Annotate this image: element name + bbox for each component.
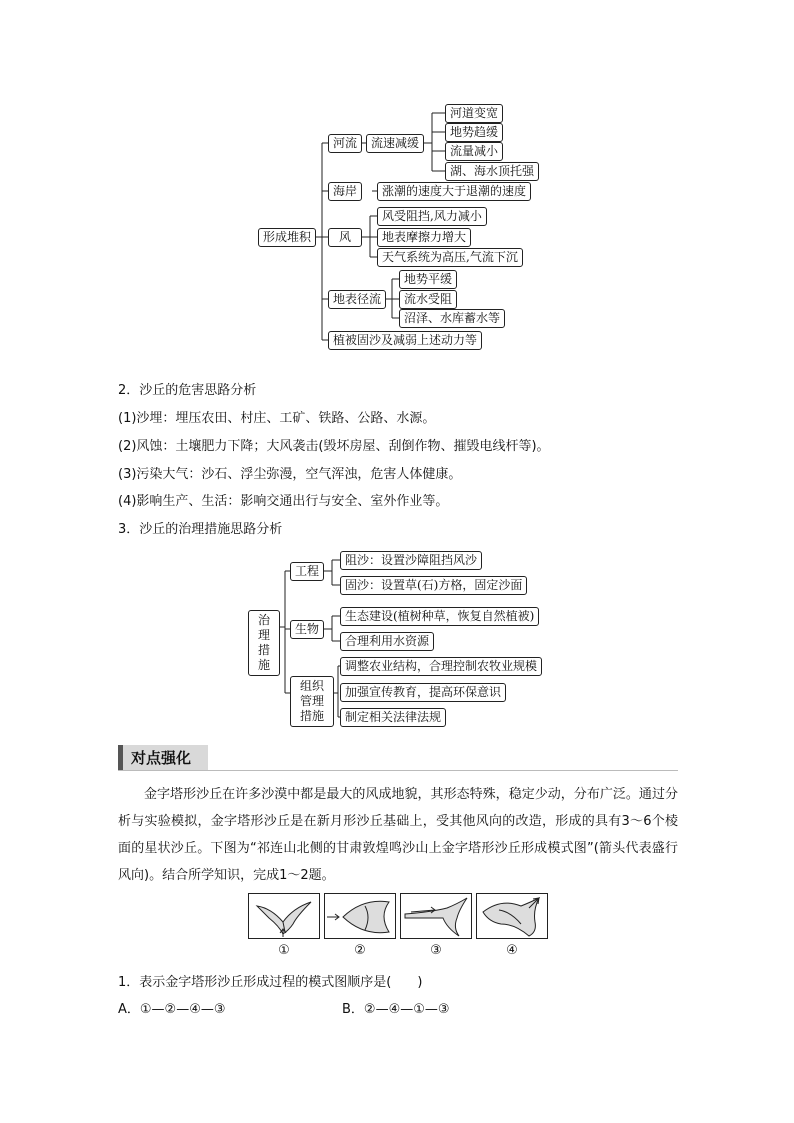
section2-title: 2．沙丘的危害思路分析 (118, 383, 257, 398)
dune-star-shape-icon (249, 894, 319, 938)
leaf-management-0: 调整农业结构，合理控制农牧业规模 (340, 657, 542, 676)
deposition-diagram (0, 0, 794, 360)
dune-figure-4 (476, 893, 548, 939)
figure-label-2: ② (354, 943, 366, 958)
node-form-deposition: 形成堆积 (258, 228, 316, 247)
leaf-river-3: 湖、海水顶托强 (445, 162, 539, 181)
option-b[interactable]: B．②—④—①—③ (342, 1002, 450, 1017)
leaf-biology-1: 合理利用水资源 (340, 632, 434, 651)
leaf-wind-1: 地表摩擦力增大 (377, 228, 471, 247)
dune-figure-1 (248, 893, 320, 939)
node-river: 河流 (328, 134, 362, 153)
figure-label-4: ④ (506, 943, 518, 958)
figure-label-3: ③ (430, 943, 442, 958)
leaf-river-1: 地势趋缓 (445, 123, 503, 142)
node-river-slow-flow: 流速减缓 (366, 134, 424, 153)
leaf-runoff-1: 流水受阻 (399, 290, 457, 309)
option-a[interactable]: A．①—②—④—③ (118, 1002, 226, 1017)
leaf-runoff-0: 地势平缓 (399, 270, 457, 289)
node-management: 组织管理措施 (290, 676, 334, 727)
dune-figure-2 (324, 893, 396, 939)
practice-heading: 对点强化 (118, 745, 208, 771)
section2-item-4: (4)影响生产、生活：影响交通出行与安全、室外作业等。 (118, 494, 449, 509)
dune-crescent-shape-icon (325, 894, 395, 938)
node-engineering: 工程 (290, 562, 324, 581)
deposition-diagram-connectors (0, 0, 794, 360)
leaf-runoff-2: 沼泽、水库蓄水等 (399, 309, 505, 328)
leaf-management-2: 制定相关法律法规 (340, 708, 446, 727)
section2-item-1: (1)沙埋：埋压农田、村庄、工矿、铁路、公路、水源。 (118, 411, 436, 426)
node-control-measures: 治理措施 (248, 610, 280, 676)
figure-label-1: ① (278, 943, 290, 958)
leaf-engineering-0: 阻沙：设置沙障阻挡风沙 (340, 551, 482, 570)
dune-hooked-shape-icon (477, 894, 547, 938)
node-biology: 生物 (290, 620, 324, 639)
node-runoff: 地表径流 (328, 290, 386, 309)
section2-item-2: (2)风蚀：土壤肥力下降；大风袭击(毁坏房屋、刮倒作物、摧毁电线杆等)。 (118, 439, 550, 454)
leaf-river-0: 河道变宽 (445, 104, 503, 123)
leaf-coast: 涨潮的速度大于退潮的速度 (377, 182, 531, 201)
node-coast: 海岸 (328, 182, 362, 201)
dune-linear-star-shape-icon (401, 894, 471, 938)
control-measures-diagram (0, 540, 794, 730)
question-1: 1．表示金字塔形沙丘形成过程的模式图顺序是( ) (118, 975, 423, 990)
practice-paragraph: 金字塔形沙丘在许多沙漠中都是最大的风成地貌，其形态特殊，稳定少动，分布广泛。通过分析与实验模拟，金字塔形沙丘是在新月形沙丘基础上，受其他风向的改造，形成的具有3～6个棱面的星状沙丘。下图为“祁连山北侧的甘肃敦煌鸣沙山上金字塔形沙丘形成模式图”(箭头代表盛行风向)。结合所学知识，完成1～2题。 (118, 787, 678, 883)
section3-title: 3．沙丘的治理措施思路分析 (118, 522, 283, 537)
leaf-wind-0: 风受阻挡,风力减小 (377, 207, 487, 226)
leaf-biology-0: 生态建设(植树种草，恢复自然植被) (340, 607, 539, 626)
leaf-wind-2: 天气系统为高压,气流下沉 (377, 248, 523, 267)
practice-heading-rule (118, 770, 678, 771)
leaf-river-2: 流量减小 (445, 142, 503, 161)
leaf-management-1: 加强宣传教育，提高环保意识 (340, 683, 506, 702)
section2-item-3: (3)污染大气：沙石、浮尘弥漫，空气浑浊，危害人体健康。 (118, 467, 462, 482)
node-vegetation: 植被固沙及减弱上述动力等 (328, 331, 482, 350)
dune-figure-3 (400, 893, 472, 939)
node-wind: 风 (328, 228, 362, 247)
leaf-engineering-1: 固沙：设置草(石)方格，固定沙面 (340, 576, 527, 595)
